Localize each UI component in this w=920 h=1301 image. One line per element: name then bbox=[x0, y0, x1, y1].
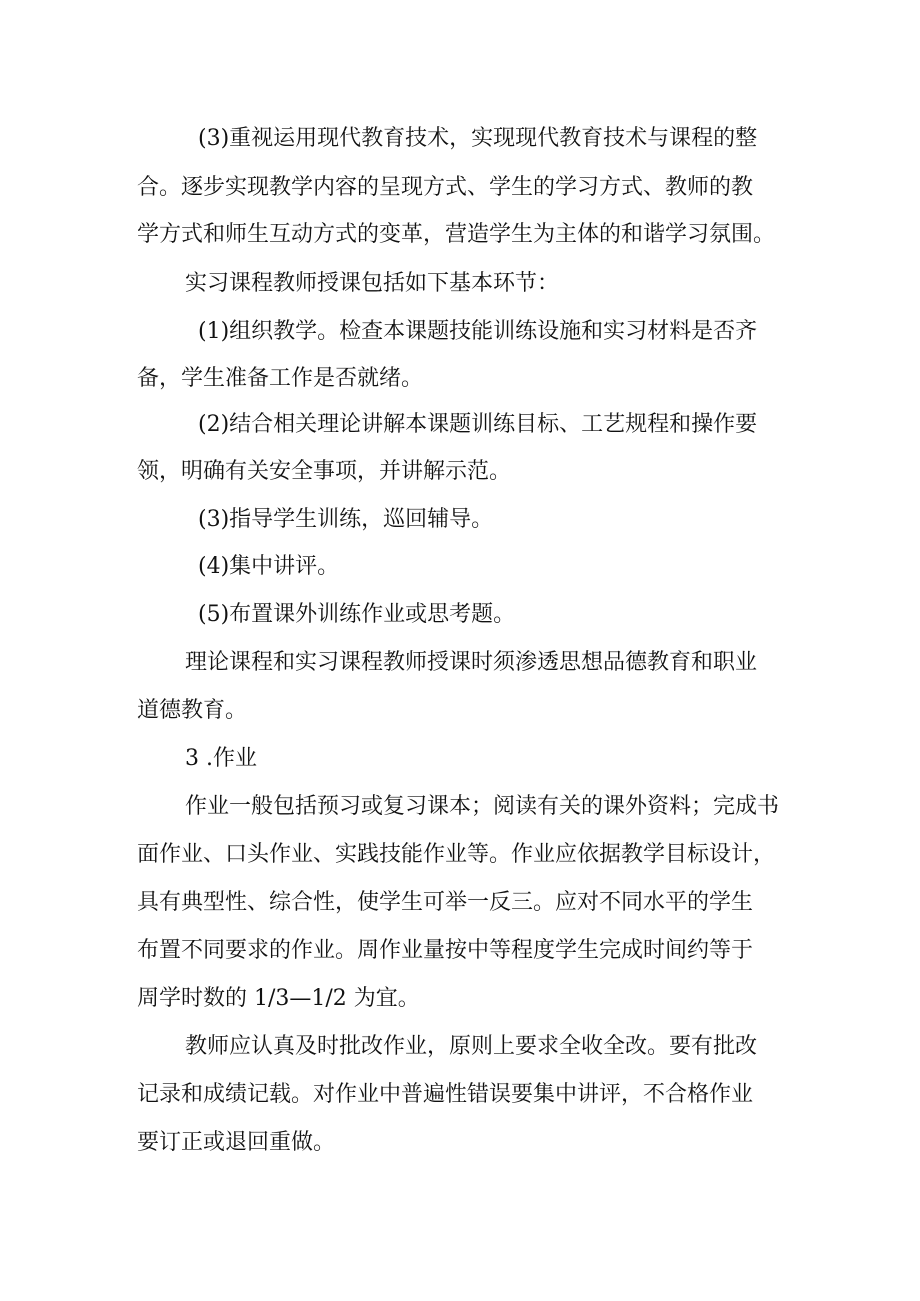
text-line: 领，明确有关安全事项，并讲解示范。 bbox=[137, 459, 512, 484]
text-line: 作业一般包括预习或复习课本；阅读有关的课外资料；完成书 bbox=[185, 794, 780, 819]
text-line: 学方式和师生互动方式的变革，营造学生为主体的和谐学习氛围。 bbox=[137, 222, 776, 247]
text-line: (3)指导学生训练，巡回辅导。 bbox=[198, 507, 494, 532]
text-line: 道德教育。 bbox=[137, 698, 248, 723]
text-line: 面作业、口头作业、实践技能作业等。作业应依据教学目标设计， bbox=[137, 842, 776, 867]
text-line: 要订正或退回重做。 bbox=[137, 1130, 336, 1155]
text-line: (1)组织教学。检查本课题技能训练设施和实习材料是否齐 bbox=[198, 319, 758, 344]
text-line: (3)重视运用现代教育技术，实现现代教育技术与课程的整 bbox=[198, 126, 758, 151]
text-line: (5)布置课外训练作业或思考题。 bbox=[198, 602, 516, 627]
text-line: 布置不同要求的作业。周作业量按中等程度学生完成时间约等于 bbox=[137, 938, 754, 963]
text-line: 记录和成绩记载。对作业中普遍性错误要集中讲评，不合格作业 bbox=[137, 1082, 754, 1107]
text-line: 合。逐步实现教学内容的呈现方式、学生的学习方式、教师的教 bbox=[137, 175, 754, 200]
text-line: 理论课程和实习课程教师授课时须渗透思想品德教育和职业 bbox=[185, 650, 758, 675]
text-line: 周学时数的 1/3—1/2 为宜。 bbox=[137, 986, 420, 1011]
text-line: 具有典型性、综合性，使学生可举一反三。应对不同水平的学生 bbox=[137, 890, 754, 915]
text-line: 备，学生准备工作是否就绪。 bbox=[137, 366, 424, 391]
text-line: (2)结合相关理论讲解本课题训练目标、工艺规程和操作要 bbox=[198, 412, 758, 437]
text-line: (4)集中讲评。 bbox=[198, 554, 340, 579]
text-line: 教师应认真及时批改作业，原则上要求全收全改。要有批改 bbox=[185, 1034, 758, 1059]
section-heading: 3 .作业 bbox=[185, 746, 257, 771]
text-line: 实习课程教师授课包括如下基本环节： bbox=[185, 271, 560, 296]
